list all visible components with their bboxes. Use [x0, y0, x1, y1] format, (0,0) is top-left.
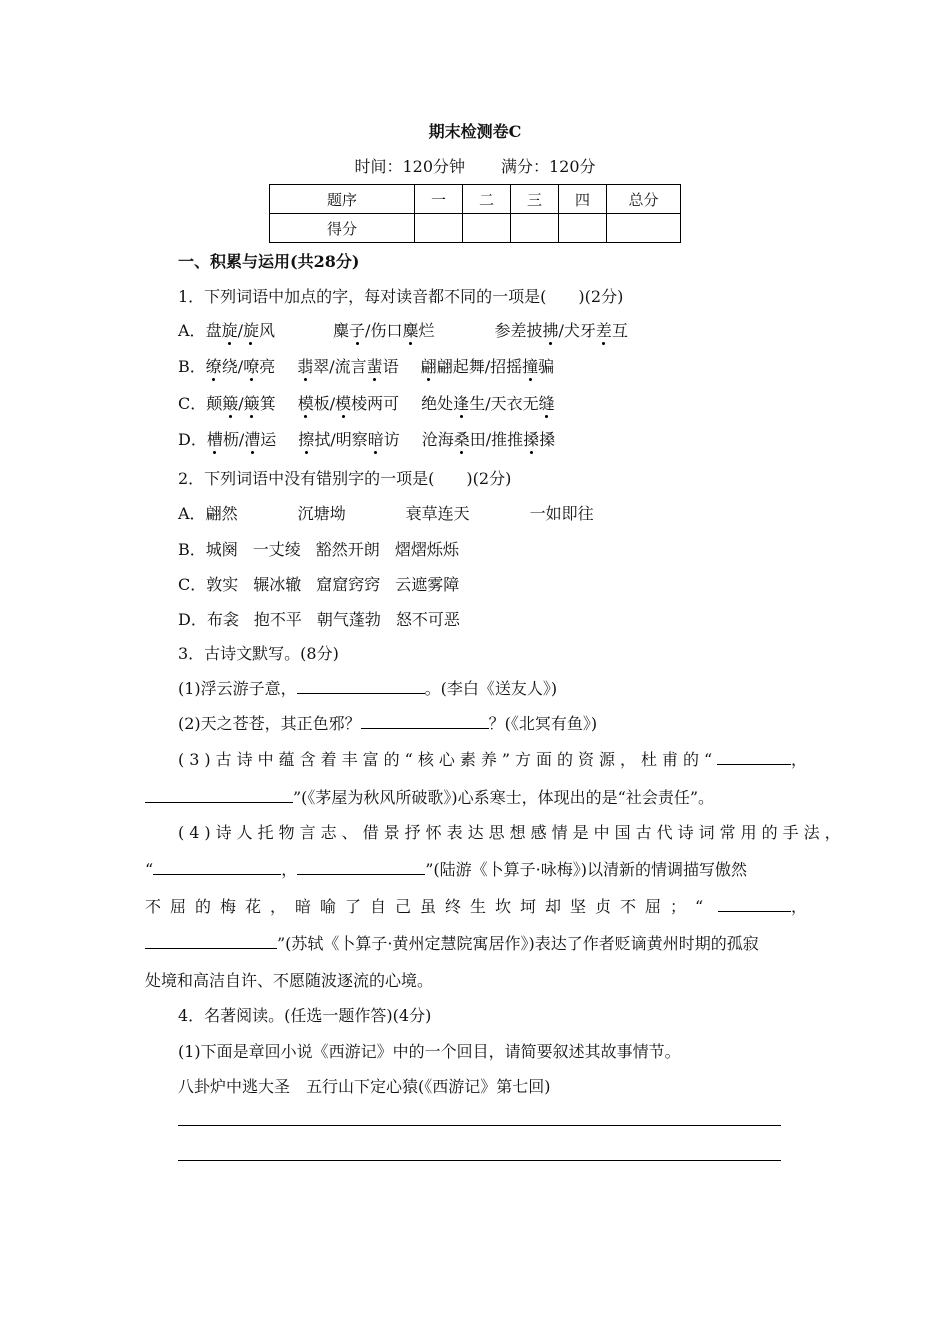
q1-word-pair — [421, 391, 554, 414]
emphasized-char: 翩 — [420, 357, 437, 376]
question-1-stem: 1．下列词语中加点的字，每对读音都不同的一项是( )(2分) — [178, 287, 624, 306]
emphasized-char: 翡 — [297, 357, 314, 376]
q3-item-2-suffix: ？(《北冥有鱼》) — [488, 714, 598, 733]
word-text: 绝处 — [421, 394, 454, 413]
score-header-cell: 三 — [511, 185, 559, 214]
score-row-label: 得分 — [270, 214, 415, 243]
answer-blank[interactable] — [145, 788, 293, 803]
option-word: 抱不平 — [253, 610, 302, 629]
q2-option-row[interactable] — [178, 537, 459, 560]
answer-blank[interactable] — [153, 860, 281, 875]
score-table — [269, 184, 681, 243]
word-text: 生/天衣无 — [469, 394, 539, 413]
emphasized-char: 差 — [595, 321, 612, 340]
emphasized-char: 簸 — [243, 394, 260, 413]
option-letter: A． — [178, 321, 206, 340]
q1-word-pair — [422, 427, 555, 450]
question-2-stem: 2．下列词语中没有错别字的一项是( )(2分) — [178, 469, 512, 488]
word-text: / — [238, 394, 244, 413]
option-letter: B． — [178, 540, 206, 559]
answer-blank[interactable] — [361, 714, 489, 729]
option-word: 城阕 — [205, 540, 238, 559]
option-word: 朝气蓬勃 — [316, 610, 381, 629]
emphasized-char: 搡 — [523, 430, 540, 449]
q1-word-pair — [206, 391, 275, 414]
option-letter: D． — [178, 610, 207, 629]
q1-word-pair — [206, 354, 275, 377]
word-text: 参差披 — [494, 321, 543, 340]
option-word: 辗冰辙 — [253, 575, 302, 594]
option-letter: D． — [178, 430, 207, 449]
q3-item-1-prefix: (1)浮云游子意， — [178, 679, 297, 698]
q1-option-row[interactable] — [178, 427, 555, 450]
option-word: 翩然 — [205, 504, 238, 523]
word-text: 访 — [383, 430, 400, 449]
answer-blank[interactable] — [718, 897, 791, 912]
q1-word-pair — [297, 354, 398, 377]
emphasized-char: 桑 — [453, 430, 470, 449]
q3-item-4-line-3 — [145, 894, 807, 917]
word-text: /伤口 — [365, 321, 403, 340]
option-letter: B． — [178, 357, 206, 376]
q3-item-2 — [178, 711, 597, 734]
q1-word-pair — [206, 318, 275, 341]
word-text: 田/推推 — [469, 430, 524, 449]
q2-option-row[interactable] — [178, 501, 594, 524]
q3-item-2-prefix: (2)天之苍苍，其正色邪？ — [178, 714, 361, 733]
word-text: 运 — [260, 430, 277, 449]
q1-word-pair — [298, 427, 399, 450]
emphasized-char: 簸 — [222, 394, 239, 413]
option-letter: C． — [178, 394, 207, 413]
word-text: 风 — [259, 321, 276, 340]
q3-item-3-line-1 — [178, 747, 807, 770]
answer-blank[interactable] — [297, 860, 425, 875]
q3-item-4-line-1: (4)诗人托物言志、借景抒怀表达思想感情是中国古代诗词常用的手法， — [178, 823, 846, 842]
word-text: 枥/ — [222, 430, 245, 449]
emphasized-char: 拂 — [542, 321, 559, 340]
word-text: 拭/明察 — [314, 430, 368, 449]
option-letter: A． — [178, 504, 206, 523]
score-input-cell[interactable] — [511, 214, 559, 243]
word-text: 绕/ — [221, 357, 244, 376]
score-input-cell[interactable] — [559, 214, 607, 243]
q4-sub-1: (1)下面是章回小说《西游记》中的一个回目，请简要叙述其故事情节。 — [178, 1042, 681, 1061]
q3-item-4-line-5: 处境和高洁自许、不愿随波逐流的心境。 — [145, 971, 434, 990]
option-word: 沉塘坳 — [297, 504, 346, 523]
emphasized-char: 蜚 — [366, 357, 383, 376]
q1-word-pair — [298, 391, 399, 414]
q3-item-3-text: (3)古诗中蕴含着丰富的“核心素养”方面的资源，杜甫的“ — [178, 750, 718, 769]
word-text: 翩起舞/招摇 — [436, 357, 523, 376]
word-text: 沧海 — [421, 430, 454, 449]
score-input-cell[interactable] — [463, 214, 511, 243]
word-text: 语 — [382, 357, 399, 376]
option-word: 豁然开朗 — [315, 540, 380, 559]
emphasized-char: 缭 — [205, 357, 222, 376]
word-text: 颠 — [206, 394, 223, 413]
answer-blank[interactable] — [145, 934, 277, 949]
answer-blank[interactable] — [297, 679, 425, 694]
q2-option-row[interactable] — [178, 607, 460, 630]
emphasized-char: 模 — [297, 394, 314, 413]
score-table-score-row — [270, 214, 681, 243]
option-word: 熠熠烁烁 — [394, 540, 459, 559]
q1-option-row[interactable] — [178, 318, 628, 341]
word-text: 烂 — [418, 321, 435, 340]
section-heading: 一、积累与运用(共28分) — [178, 252, 360, 271]
q3-item-4-line-2 — [145, 857, 747, 880]
option-word: 布衾 — [206, 610, 239, 629]
emphasized-char: 嘹 — [243, 357, 260, 376]
option-letter: C． — [178, 575, 207, 594]
question-4-stem: 4．名著阅读。(任选一题作答)(4分) — [178, 1006, 432, 1025]
option-word: 怒不可恶 — [395, 610, 460, 629]
q3-item-3-comma: ， — [790, 750, 807, 769]
option-word: 云遮雾障 — [395, 575, 460, 594]
emphasized-char: 漕 — [244, 430, 261, 449]
full-score: 满分：120分 — [501, 157, 596, 176]
exam-title: 期末检测卷C — [428, 122, 522, 141]
score-header-cell: 题序 — [270, 185, 415, 214]
q3-item-4-line-3-text: 不屈的梅花，暗喻了自己虽终生坎坷却坚贞不屈；“ — [145, 897, 713, 916]
answer-blank[interactable] — [717, 750, 791, 765]
open-quote: “ — [145, 860, 154, 879]
word-text: 亮 — [259, 357, 276, 376]
q3-item-1-suffix: 。(李白《送友人》) — [424, 679, 558, 698]
exam-meta — [0, 154, 950, 177]
word-text: 互 — [611, 321, 628, 340]
emphasized-char: 擦 — [298, 430, 315, 449]
word-text: /犬牙 — [558, 321, 596, 340]
q3-item-3-suffix: ”(《茅屋为秋风所破歌》)心系寒士，体现出的是“社会责任”。 — [293, 788, 715, 807]
time-limit: 时间：120分钟 — [354, 157, 465, 176]
word-text: 板/ — [313, 394, 336, 413]
word-text: 盘 — [205, 321, 222, 340]
word-text: 麋 — [333, 321, 350, 340]
emphasized-char: 子 — [349, 321, 366, 340]
q3-item-4-line-4 — [145, 931, 759, 954]
emphasized-char: 撞 — [522, 357, 539, 376]
option-word: 窟窟窍窍 — [316, 575, 381, 594]
emphasized-char: 逢 — [453, 394, 470, 413]
word-text: 搡 — [539, 430, 556, 449]
answer-line[interactable] — [178, 1160, 781, 1161]
word-text: 骗 — [538, 357, 555, 376]
score-input-cell[interactable] — [607, 214, 681, 243]
emphasized-char: 缝 — [538, 394, 555, 413]
word-text: / — [237, 321, 243, 340]
emphasized-char: 槽 — [206, 430, 223, 449]
word-text: 箕 — [259, 394, 276, 413]
question-3-stem: 3．古诗文默写。(8分) — [178, 644, 339, 663]
q1-word-pair — [333, 318, 434, 341]
option-word: 一如即往 — [529, 504, 594, 523]
q3-item-4-line-4-suffix: ”(苏轼《卜算子·黄州定慧院寓居作》)表达了作者贬谪黄州时期的孤寂 — [277, 934, 759, 953]
q1-option-row[interactable] — [178, 354, 554, 377]
score-table-header-row — [270, 185, 681, 214]
score-input-cell[interactable] — [415, 214, 463, 243]
option-word: 敦实 — [206, 575, 239, 594]
word-text: 棱两可 — [351, 394, 400, 413]
score-header-cell: 总分 — [607, 185, 681, 214]
word-text: 翠/流言 — [313, 357, 367, 376]
emphasized-char: 暗 — [367, 430, 384, 449]
emphasized-char: 模 — [335, 394, 352, 413]
q1-word-pair — [494, 318, 627, 341]
answer-line[interactable] — [178, 1125, 781, 1126]
score-header-cell: 四 — [559, 185, 607, 214]
q1-word-pair — [207, 427, 276, 450]
emphasized-char: 旋 — [242, 321, 259, 340]
score-header-cell: 二 — [463, 185, 511, 214]
q3-item-1 — [178, 676, 557, 699]
option-word: 衰草连天 — [405, 504, 470, 523]
q3-item-3-line-2 — [145, 785, 714, 808]
q1-word-pair — [421, 354, 554, 377]
q4-chapter-title: 八卦炉中逃大圣 五行山下定心猿(《西游记》第七回) — [178, 1077, 551, 1096]
option-word: 一丈绫 — [252, 540, 301, 559]
score-header-cell: 一 — [415, 185, 463, 214]
comma: ， — [281, 860, 298, 879]
q1-option-row[interactable] — [178, 391, 555, 414]
q3-item-4-line-2-suffix: ”(陆游《卜算子·咏梅》)以清新的情调描写傲然 — [425, 860, 747, 879]
comma: ， — [790, 897, 807, 916]
emphasized-char: 旋 — [221, 321, 238, 340]
emphasized-char: 麋 — [402, 321, 419, 340]
q2-option-row[interactable] — [178, 572, 459, 595]
